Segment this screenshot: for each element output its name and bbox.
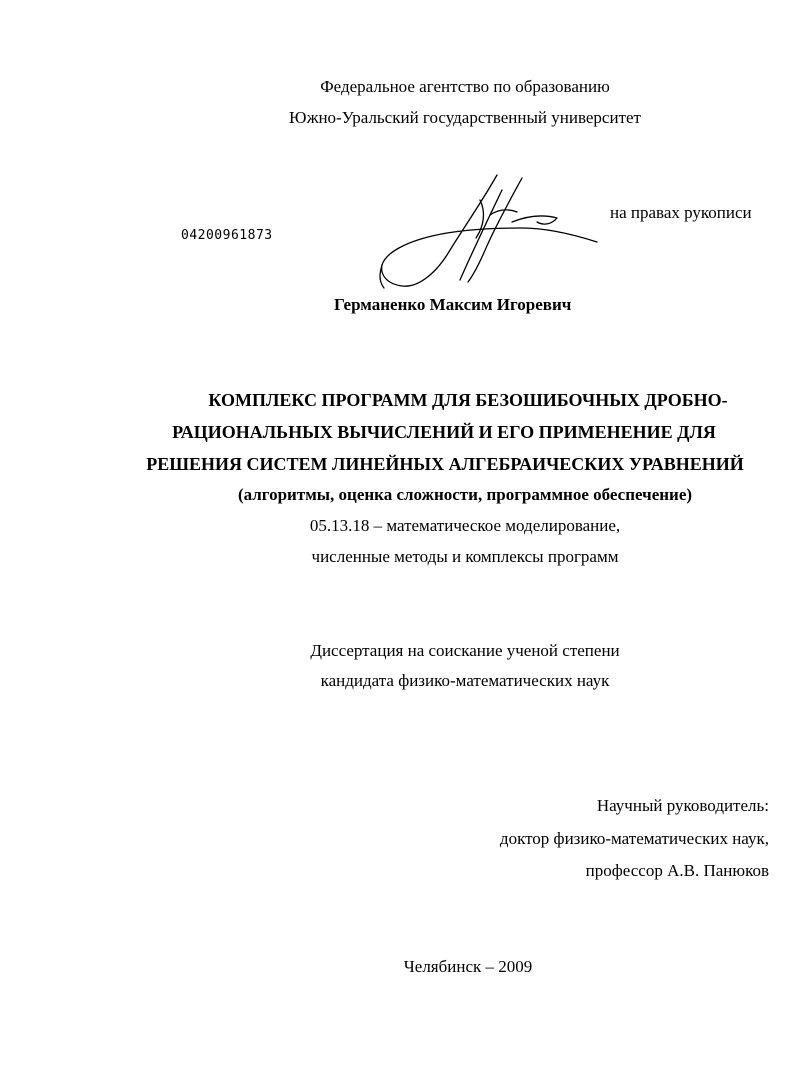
supervisor-degree: доктор физико-математических наук,	[499, 829, 769, 848]
specialty-line-2: численные методы и комплексы программ	[311, 547, 619, 566]
specialty-line-1: 05.13.18 – математическое моделирование,	[309, 516, 621, 535]
title-line-3: РЕШЕНИЯ СИСТЕМ ЛИНЕЙНЫХ АЛГЕБРАИЧЕСКИХ УРАВНЕНИЙ	[146, 454, 744, 474]
title-line-1: КОМПЛЕКС ПРОГРАММ ДЛЯ БЕЗОШИБОЧНЫХ ДРОБНО-	[208, 390, 728, 410]
dissertation-line-1: Диссертация на соискание ученой степени	[310, 641, 620, 660]
city-year: Челябинск – 2009	[403, 957, 533, 976]
author-name: Германенко Максим Игоревич	[334, 295, 572, 314]
signature	[372, 170, 607, 300]
university-name: Южно-Уральский государственный университет	[289, 108, 641, 127]
dissertation-line-2: кандидата физико-математических наук	[320, 671, 610, 690]
supervisor-label: Научный руководитель:	[596, 796, 769, 815]
supervisor-name: профессор А.В. Панюков	[585, 861, 769, 880]
agency-name: Федеральное агентство по образованию	[320, 77, 610, 96]
title-subtitle: (алгоритмы, оценка сложности, программное обеспечение)	[237, 485, 693, 504]
registration-number: 04200961873	[181, 228, 273, 243]
manuscript-note: на правах рукописи	[610, 203, 752, 222]
title-line-2: РАЦИОНАЛЬНЫХ ВЫЧИСЛЕНИЙ И ЕГО ПРИМЕНЕНИЕ ДЛЯ	[172, 422, 716, 442]
